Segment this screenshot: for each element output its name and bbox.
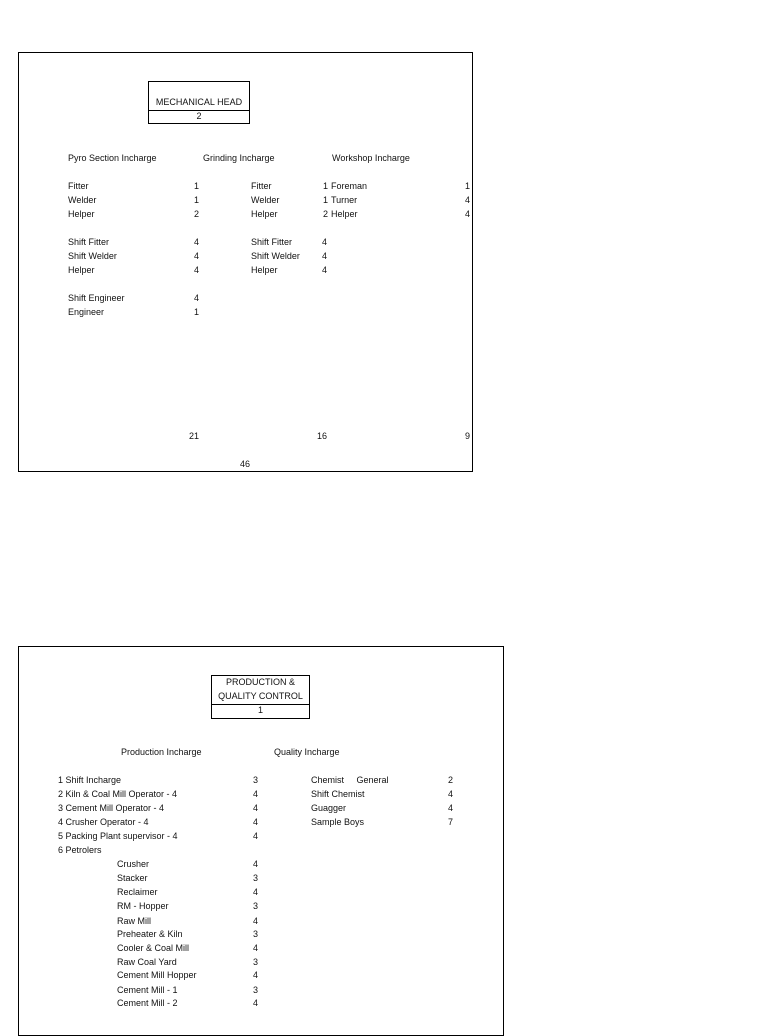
production-item-count: 4 <box>253 817 259 827</box>
petroler-item-count: 4 <box>253 998 259 1008</box>
workshop-item-label: Turner <box>331 195 358 205</box>
mechanical-head-title: MECHANICAL HEAD <box>155 97 243 107</box>
petroler-item-count: 4 <box>253 859 259 869</box>
grinding-item-count: 4 <box>322 251 328 261</box>
mechanical-grand-total: 46 <box>240 459 251 469</box>
pyro-section-title: Pyro Section Incharge <box>68 153 157 163</box>
quality-item-label: Shift Chemist <box>311 789 365 799</box>
grinding-section-title: Grinding Incharge <box>203 153 275 163</box>
production-head-count: 1 <box>257 705 263 715</box>
quality-item-count: 4 <box>448 803 454 813</box>
grinding-item-count: 4 <box>322 237 328 247</box>
grinding-total: 16 <box>317 431 328 441</box>
quality-item-label: Sample Boys <box>311 817 365 827</box>
petroler-item-label: Reclaimer <box>117 887 158 897</box>
pyro-item-count: 4 <box>193 251 199 261</box>
grinding-item-count: 2 <box>322 209 328 219</box>
production-head-title-line1: PRODUCTION & <box>225 677 295 687</box>
production-item-label: 1 Shift Incharge <box>58 775 122 785</box>
grinding-item-label: Shift Welder <box>251 251 300 261</box>
petroler-item-count: 3 <box>253 873 259 883</box>
production-head-title-line2: QUALITY CONTROL <box>218 691 303 701</box>
pyro-item-label: Shift Engineer <box>68 293 125 303</box>
workshop-item-label: Foreman <box>331 181 368 191</box>
quality-item-count: 2 <box>448 775 454 785</box>
production-item-count: 3 <box>253 775 259 785</box>
production-item-label: 3 Cement Mill Operator - 4 <box>58 803 165 813</box>
petroler-item-label: Cement Mill - 2 <box>117 998 178 1008</box>
petroler-item-label: Raw Coal Yard <box>117 957 177 967</box>
petroler-item-count: 4 <box>253 970 259 980</box>
petroler-item-label: Crusher <box>117 859 150 869</box>
petroler-item-label: Stacker <box>117 873 148 883</box>
pyro-total: 21 <box>188 431 199 441</box>
production-item-label: 5 Packing Plant supervisor - 4 <box>58 831 178 841</box>
production-item-label: 6 Petrolers <box>58 845 102 855</box>
pyro-item-count: 1 <box>193 195 199 205</box>
workshop-item-label: Helper <box>331 209 358 219</box>
grinding-item-label: Welder <box>251 195 280 205</box>
grinding-item-label: Helper <box>251 209 278 219</box>
quality-incharge-title: Quality Incharge <box>274 747 340 757</box>
production-item-count: 4 <box>253 831 259 841</box>
petroler-item-label: Preheater & Kiln <box>117 929 183 939</box>
petroler-item-count: 4 <box>253 916 259 926</box>
pyro-item-count: 4 <box>193 237 199 247</box>
petroler-item-count: 3 <box>253 985 259 995</box>
production-item-count: 4 <box>253 803 259 813</box>
production-incharge-title: Production Incharge <box>121 747 202 757</box>
petroler-item-label: Raw Mill <box>117 916 152 926</box>
pyro-item-label: Welder <box>68 195 97 205</box>
petroler-item-label: RM - Hopper <box>117 901 169 911</box>
pyro-item-count: 4 <box>193 293 199 303</box>
grinding-item-count: 1 <box>322 181 328 191</box>
production-item-label: 4 Crusher Operator - 4 <box>58 817 149 827</box>
pyro-item-label: Fitter <box>68 181 89 191</box>
pyro-item-count: 1 <box>193 307 199 317</box>
mechanical-head-count: 2 <box>196 111 202 121</box>
petroler-item-count: 4 <box>253 887 259 897</box>
workshop-item-count: 4 <box>464 209 470 219</box>
pyro-item-label: Engineer <box>68 307 105 317</box>
quality-item-label: Chemist General <box>311 775 389 785</box>
production-item-label: 2 Kiln & Coal Mill Operator - 4 <box>58 789 178 799</box>
quality-item-label: Guagger <box>311 803 347 813</box>
pyro-item-label: Shift Fitter <box>68 237 110 247</box>
grinding-item-count: 4 <box>322 265 328 275</box>
quality-item-count: 7 <box>448 817 454 827</box>
grinding-item-label: Fitter <box>251 181 272 191</box>
petroler-item-count: 4 <box>253 943 259 953</box>
pyro-item-label: Shift Welder <box>68 251 117 261</box>
petroler-item-count: 3 <box>253 929 259 939</box>
pyro-item-label: Helper <box>68 209 95 219</box>
grinding-item-label: Shift Fitter <box>251 237 293 247</box>
quality-item-count: 4 <box>448 789 454 799</box>
pyro-item-count: 1 <box>193 181 199 191</box>
petroler-item-count: 3 <box>253 957 259 967</box>
petroler-item-label: Cooler & Coal Mill <box>117 943 190 953</box>
workshop-item-count: 1 <box>464 181 470 191</box>
pyro-item-count: 2 <box>193 209 199 219</box>
petroler-item-count: 3 <box>253 901 259 911</box>
pyro-item-label: Helper <box>68 265 95 275</box>
grinding-item-count: 1 <box>322 195 328 205</box>
workshop-item-count: 4 <box>464 195 470 205</box>
workshop-section-title: Workshop Incharge <box>332 153 410 163</box>
petroler-item-label: Cement Mill Hopper <box>117 970 197 980</box>
production-item-count: 4 <box>253 789 259 799</box>
workshop-total: 9 <box>464 431 470 441</box>
pyro-item-count: 4 <box>193 265 199 275</box>
grinding-item-label: Helper <box>251 265 278 275</box>
petroler-item-label: Cement Mill - 1 <box>117 985 178 995</box>
